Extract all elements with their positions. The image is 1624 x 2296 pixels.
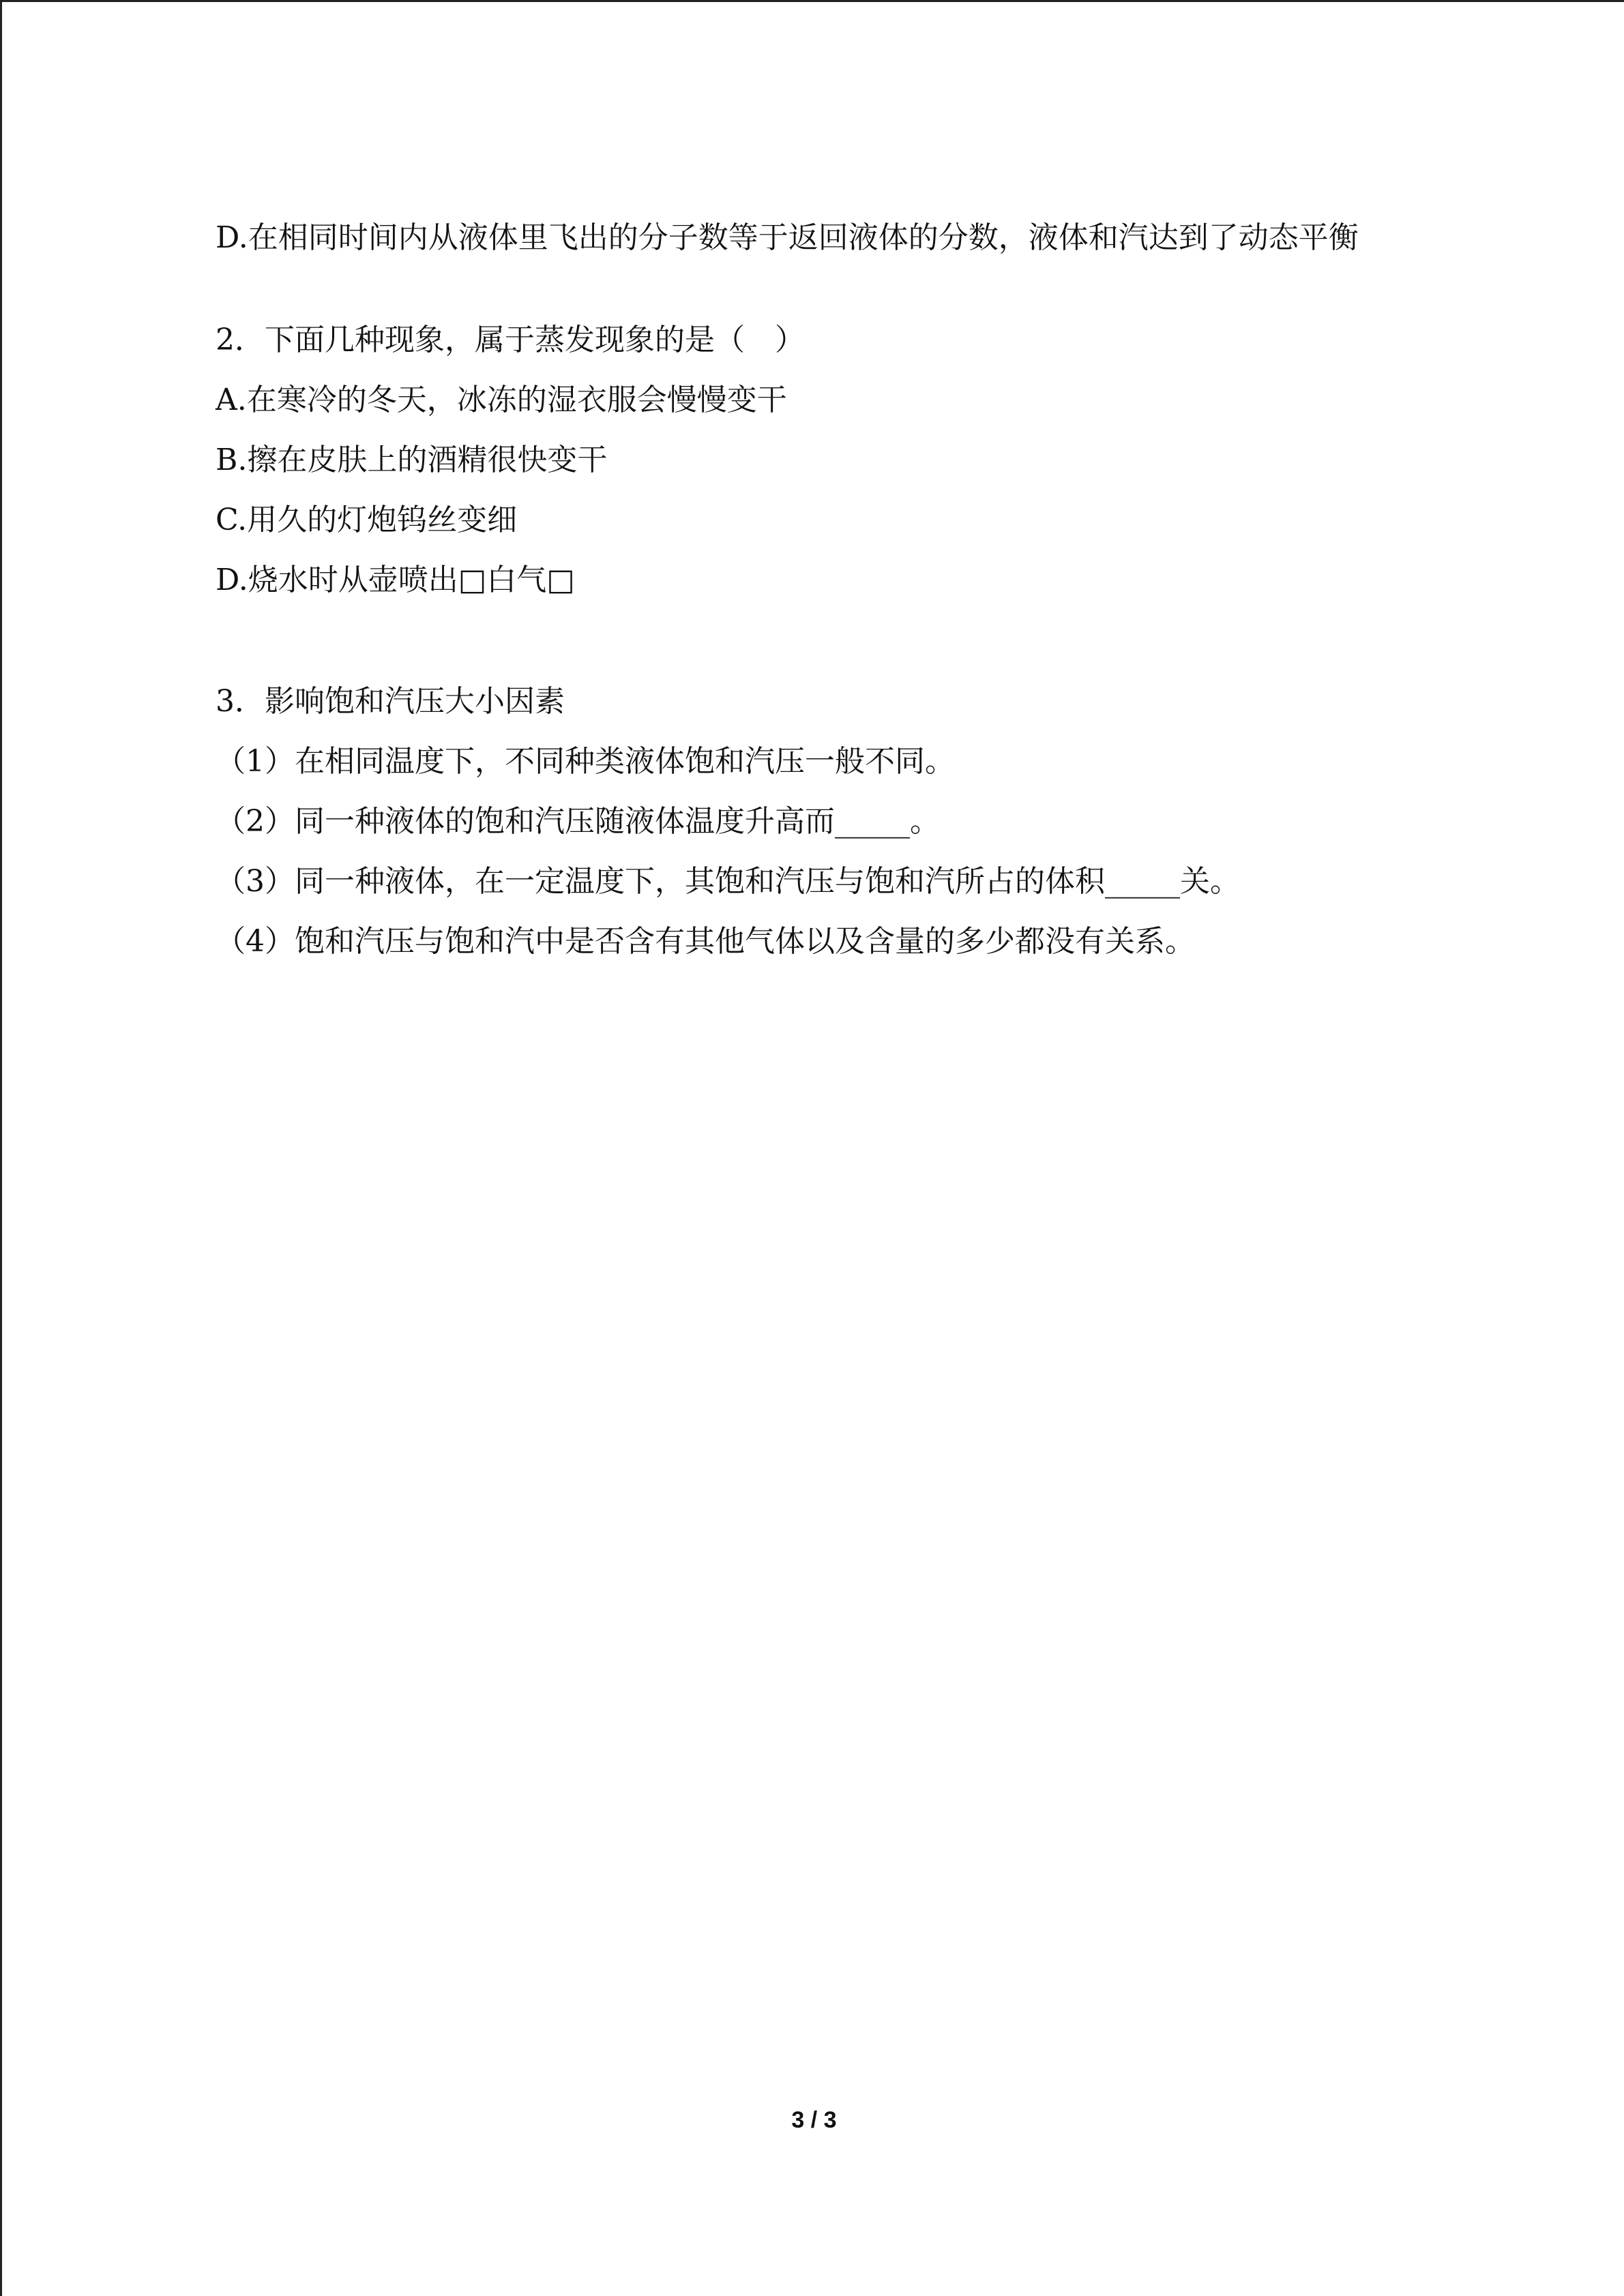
q2-option-d: D.烧水时从壶喷出□白气□ xyxy=(216,563,575,597)
q2-option-c: C.用久的灯炮钨丝变细 xyxy=(216,503,518,537)
q3-item-3: （3）同一种液体，在一定温度下，其饱和汽压与饱和汽所占的体积_____关。 xyxy=(216,864,1240,899)
q3-item-1: （1）在相同温度下，不同种类液体饱和汽压一般不同。 xyxy=(216,744,955,779)
q3-item-2: （2）同一种液体的饱和汽压随液体温度升高而_____。 xyxy=(216,804,940,839)
q2-option-a: A.在寒冷的冬天，冰冻的湿衣服会慢慢变干 xyxy=(216,383,787,417)
page-number: 3 / 3 xyxy=(791,2107,837,2133)
question-2-text: 2．下面几种现象，属于蒸发现象的是（ ） xyxy=(216,323,805,357)
q3-item-4: （4）饱和汽压与饱和汽中是否含有其他气体以及含量的多少都没有关系。 xyxy=(216,924,1195,959)
question-3-text: 3．影响饱和汽压大小因素 xyxy=(216,684,565,719)
q1-option-d: D.在相同时间内从液体里飞出的分子数等于返回液体的分数，液体和汽达到了动态平衡 xyxy=(216,220,1359,255)
q2-option-b: B.擦在皮肤上的酒精很快变干 xyxy=(216,443,608,477)
